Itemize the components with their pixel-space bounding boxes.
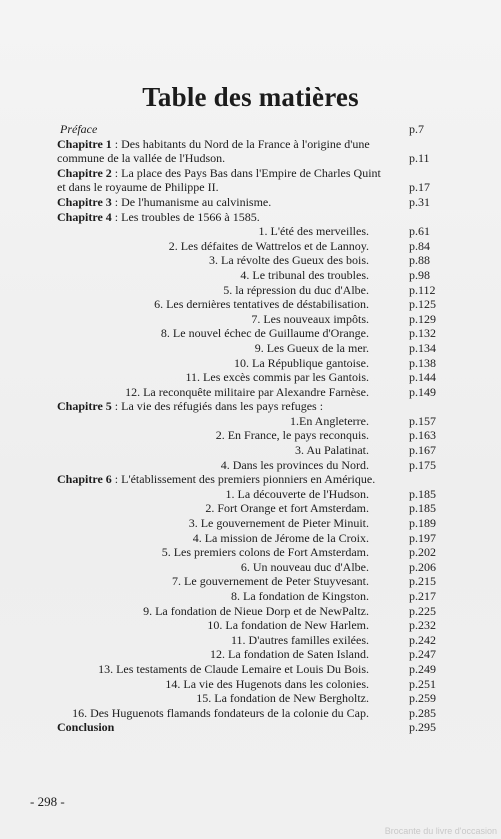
toc-section-item bbox=[57, 385, 437, 400]
section-page: p.259 bbox=[409, 691, 436, 706]
toc-section-item bbox=[57, 312, 437, 327]
toc-section-item bbox=[57, 589, 437, 604]
section-page: p.138 bbox=[409, 355, 436, 370]
section-page: p.217 bbox=[409, 589, 436, 603]
section-title: 6. Les dernières tentatives de déstabilisation. bbox=[154, 297, 369, 312]
section-page: p.88 bbox=[409, 253, 430, 268]
chapter-4-label: Chapitre 4 bbox=[57, 209, 112, 224]
section-title: 5. Les premiers colons de Fort Amsterdam. bbox=[161, 545, 369, 560]
section-title: 8. Le nouvel échec de Guillaume d'Orange. bbox=[160, 326, 369, 341]
section-title: 2. En France, le pays reconquis. bbox=[215, 428, 369, 443]
section-title: 4. Dans les provinces du Nord. bbox=[220, 457, 369, 472]
chapter-2-page: p.17 bbox=[409, 180, 430, 195]
toc-section-item bbox=[57, 633, 437, 648]
section-title: 8. La fondation de Kingston. bbox=[231, 589, 369, 603]
chapter-6-title: : L'établissement des premiers pionniers en Amérique. bbox=[111, 472, 376, 487]
toc-chapter-1-cont bbox=[57, 151, 437, 166]
toc-conclusion bbox=[57, 720, 437, 735]
section-page: p.189 bbox=[409, 516, 436, 531]
toc-section-item bbox=[57, 574, 437, 589]
preface-label: Préface bbox=[60, 122, 98, 136]
section-title: 14. La vie des Hugenots dans les colonies. bbox=[165, 676, 369, 691]
section-page: p.251 bbox=[409, 676, 436, 691]
toc-chapter-2-cont bbox=[57, 180, 437, 195]
section-page: p.247 bbox=[409, 647, 436, 662]
section-page: p.202 bbox=[409, 545, 436, 560]
section-page: p.84 bbox=[409, 238, 430, 253]
chapter-3-title: : De l'humanisme au calvinisme. bbox=[111, 194, 272, 209]
toc-section-item bbox=[57, 428, 437, 443]
table-of-contents bbox=[57, 122, 437, 735]
section-page: p.242 bbox=[409, 632, 436, 647]
section-title: 4. Le tribunal des troubles. bbox=[240, 267, 369, 282]
section-page: p.61 bbox=[409, 224, 430, 239]
section-title: 4. La mission de Jérome de la Croix. bbox=[192, 530, 369, 545]
toc-section-item bbox=[57, 677, 437, 692]
section-title: 9. Les Gueux de la mer. bbox=[254, 340, 369, 355]
conclusion-label: Conclusion bbox=[57, 720, 115, 735]
toc-preface bbox=[57, 122, 437, 137]
toc-section-item bbox=[57, 618, 437, 633]
chapter-4-title: : Les troubles de 1566 à 1585. bbox=[111, 209, 260, 224]
toc-section-item bbox=[57, 326, 437, 341]
section-title: 1. L'été des merveilles. bbox=[258, 224, 369, 239]
chapter-2-title-line1: : La place des Pays Bas dans l'Empire de Charles Quint bbox=[111, 165, 381, 180]
toc-chapter-2 bbox=[57, 166, 437, 181]
toc-section-item bbox=[57, 604, 437, 619]
preface-page: p.7 bbox=[409, 122, 424, 136]
section-page: p.167 bbox=[409, 443, 436, 458]
section-title: 3. La révolte des Gueux des bois. bbox=[209, 253, 369, 268]
toc-section-item bbox=[57, 516, 437, 531]
toc-chapter-5 bbox=[57, 399, 437, 414]
section-title: 3. Au Palatinat. bbox=[295, 443, 369, 458]
section-page: p.185 bbox=[409, 486, 436, 501]
chapter-3-label: Chapitre 3 bbox=[57, 194, 112, 209]
toc-chapter-1 bbox=[57, 137, 437, 152]
section-title: 2. Les défaites de Wattrelos et de Lannoy. bbox=[168, 238, 369, 253]
section-title: 15. La fondation de New Bergholtz. bbox=[196, 691, 369, 706]
conclusion-page: p.295 bbox=[409, 720, 436, 735]
section-title: 10. La République gantoise. bbox=[234, 355, 369, 370]
section-title: 6. Un nouveau duc d'Albe. bbox=[240, 559, 369, 574]
section-page: p.112 bbox=[409, 282, 436, 297]
toc-section-item bbox=[57, 297, 437, 312]
section-page: p.157 bbox=[409, 413, 436, 428]
toc-section-item bbox=[57, 341, 437, 356]
chapter-5-title: : La vie des réfugiés dans les pays refuges : bbox=[111, 399, 324, 414]
toc-section-item bbox=[57, 414, 437, 429]
section-page: p.185 bbox=[409, 501, 436, 516]
chapter-6-label: Chapitre 6 bbox=[57, 472, 112, 487]
section-page: p.285 bbox=[409, 705, 436, 720]
section-page: p.215 bbox=[409, 574, 436, 589]
chapter-5-label: Chapitre 5 bbox=[57, 399, 112, 414]
section-page: p.134 bbox=[409, 340, 436, 355]
toc-section-item bbox=[57, 253, 437, 268]
chapter-1-page: p.11 bbox=[409, 151, 430, 166]
section-title: 12. La fondation de Saten Island. bbox=[210, 647, 369, 662]
toc-section-item bbox=[57, 706, 437, 721]
toc-section-item bbox=[57, 647, 437, 662]
section-page: p.249 bbox=[409, 661, 436, 676]
toc-section-item bbox=[57, 268, 437, 283]
toc-section-item bbox=[57, 370, 437, 385]
chapter-1-label: Chapitre 1 bbox=[57, 136, 112, 151]
section-title: 11. D'autres familles exilées. bbox=[230, 632, 369, 647]
toc-section-item bbox=[57, 501, 437, 516]
section-page: p.206 bbox=[409, 559, 436, 574]
toc-chapter-6 bbox=[57, 472, 437, 487]
chapter-1-title-line2: commune de la vallée de l'Hudson. bbox=[57, 151, 226, 166]
section-title: 16. Des Huguenots flamands fondateurs de la colonie du Cap. bbox=[72, 705, 369, 720]
section-title: 3. Le gouvernement de Pieter Minuit. bbox=[188, 516, 369, 531]
toc-section-item bbox=[57, 356, 437, 371]
page-title: Table des matières bbox=[142, 82, 359, 112]
section-page: p.197 bbox=[409, 530, 436, 545]
section-title: 2. Fort Orange et fort Amsterdam. bbox=[205, 501, 369, 516]
toc-section-item bbox=[57, 691, 437, 706]
toc-section-item bbox=[57, 443, 437, 458]
toc-section-item bbox=[57, 531, 437, 546]
section-title: 13. Les testaments de Claude Lemaire et Louis Du Bois. bbox=[98, 661, 369, 676]
section-title: 11. Les excès commis par les Gantois. bbox=[185, 370, 369, 385]
section-title: 12. La reconquête militaire par Alexandre Farnèse. bbox=[125, 384, 369, 399]
toc-section-item bbox=[57, 283, 437, 298]
section-page: p.125 bbox=[409, 297, 436, 312]
watermark-text: Brocante du livre d'occasion bbox=[384, 826, 497, 836]
toc-chapter-4 bbox=[57, 210, 437, 225]
section-title: 10. La fondation de New Harlem. bbox=[207, 618, 369, 633]
toc-section-item bbox=[57, 224, 437, 239]
toc-section-item bbox=[57, 487, 437, 502]
section-page: p.98 bbox=[409, 267, 430, 282]
section-page: p.149 bbox=[409, 384, 436, 399]
toc-section-item bbox=[57, 545, 437, 560]
section-page: p.175 bbox=[409, 457, 436, 472]
section-title: 1.En Angleterre. bbox=[290, 413, 369, 428]
toc-section-item bbox=[57, 239, 437, 254]
toc-chapter-3 bbox=[57, 195, 437, 210]
section-page: p.232 bbox=[409, 618, 436, 633]
section-title: 7. Les nouveaux impôts. bbox=[251, 311, 369, 326]
section-page: p.163 bbox=[409, 428, 436, 443]
chapter-2-title-line2: et dans le royaume de Philippe II. bbox=[57, 180, 219, 195]
section-title: 7. Le gouvernement de Peter Stuyvesant. bbox=[172, 574, 369, 589]
section-page: p.129 bbox=[409, 311, 436, 326]
section-title: 5. la répression du duc d'Albe. bbox=[223, 282, 369, 297]
chapter-1-title-line1: : Des habitants du Nord de la France à l'origine d'une bbox=[111, 136, 370, 151]
section-title: 9. La fondation de Nieue Dorp et de NewPaltz. bbox=[143, 603, 369, 618]
section-title: 1. La découverte de l'Hudson. bbox=[225, 486, 369, 501]
section-page: p.144 bbox=[409, 370, 436, 385]
page-number: - 298 - bbox=[30, 794, 65, 809]
chapter-3-page: p.31 bbox=[409, 194, 430, 209]
section-page: p.225 bbox=[409, 603, 436, 618]
toc-section-item bbox=[57, 662, 437, 677]
section-page: p.132 bbox=[409, 326, 436, 341]
chapter-2-label: Chapitre 2 bbox=[57, 165, 112, 180]
toc-section-item bbox=[57, 458, 437, 473]
toc-section-item bbox=[57, 560, 437, 575]
